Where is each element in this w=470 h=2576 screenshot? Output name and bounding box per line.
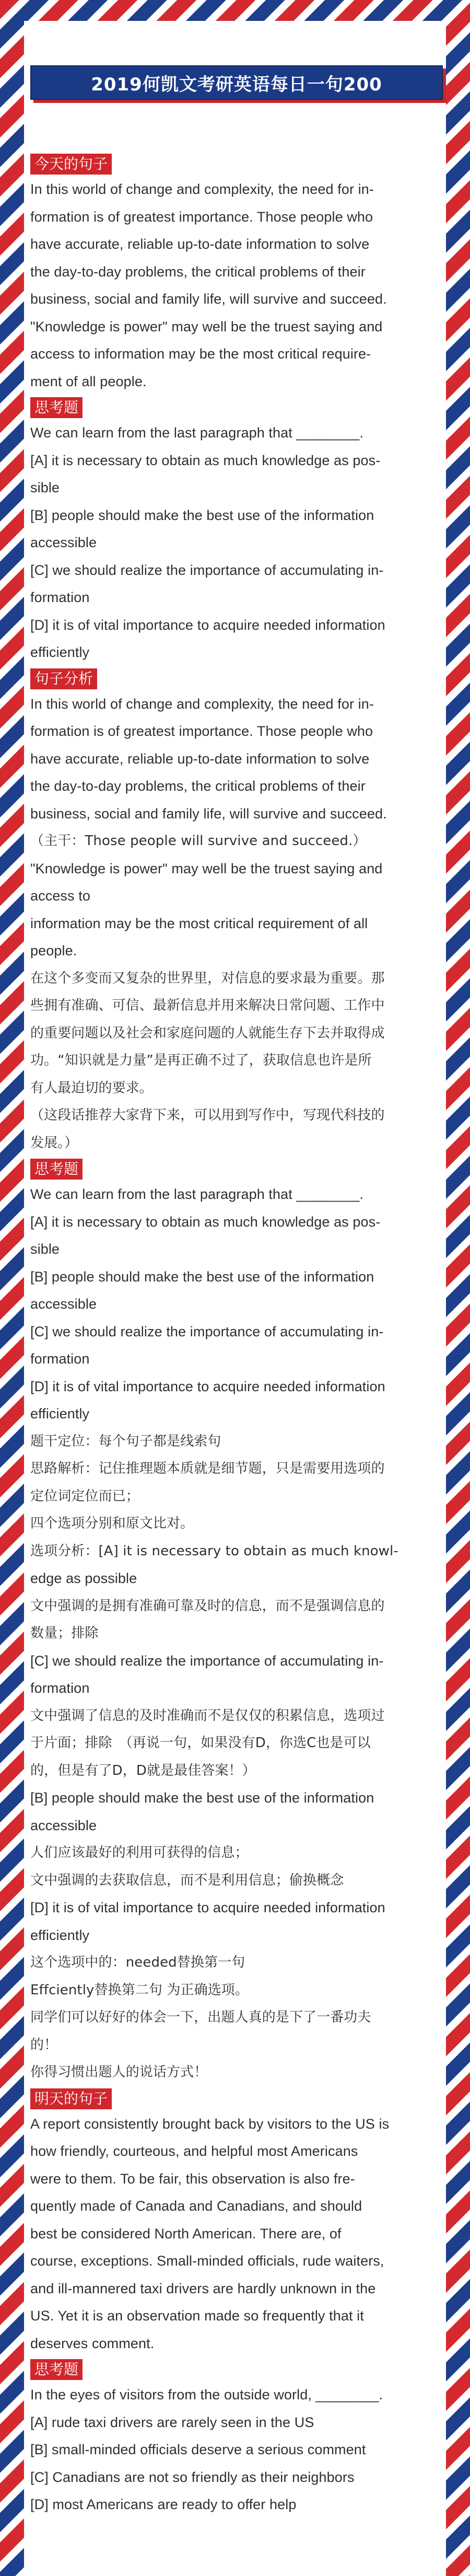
text-line: 发展。）	[30, 1135, 78, 1151]
text-line: ment of all people.	[30, 373, 147, 389]
sentence-analysis	[30, 690, 440, 1157]
text-line: [A] it is necessary to obtain as much knowledge as pos-	[30, 452, 381, 468]
text-line: US. Yet it is an observation made so frequently that it	[30, 2308, 364, 2324]
text-line: information may be the most critical requirement of all	[30, 915, 368, 931]
text-line: 选项分析：[A] it is necessary to obtain as much knowl-	[30, 1543, 398, 1559]
text-line: In the eyes of visitors from the outside world, ________.	[30, 2387, 383, 2402]
text-line: Effciently替换第二句 为正确选项。	[30, 1982, 249, 1998]
text-line: [D] it is of vital importance to acquire needed information	[30, 617, 385, 633]
text-line: have accurate, reliable up-to-date information to solve	[30, 750, 370, 767]
text-line: best be considered North American. There are, of	[30, 2225, 342, 2242]
text-line: 的重要问题以及社会和家庭问题的人就能生存下去并取得成	[30, 1025, 385, 1041]
page-title: 2019何凯文考研英语每日一句200	[91, 74, 382, 95]
text-line: formation is of greatest importance. Those people who	[30, 723, 373, 739]
text-line: We can learn from the last paragraph that ________.	[30, 425, 364, 441]
text-line: [B] people should make the best use of the information	[30, 1268, 374, 1285]
text-line: 文中强调了信息的及时准确而不是仅仅的积累信息，选项过	[30, 1707, 385, 1724]
text-line: "Knowledge is power" may well be the truest saying and	[30, 860, 383, 876]
text-line: the day-to-day problems, the critical problems of their	[30, 778, 366, 794]
text-line: edge as possible	[30, 1570, 137, 1586]
text-line: formation	[30, 1351, 90, 1367]
text-line: [D] it is of vital importance to acquire needed information	[30, 1378, 385, 1394]
text-line: formation is of greatest importance. Those people who	[30, 209, 373, 225]
tomorrow-question	[30, 2381, 440, 2519]
text-line: [B] people should make the best use of the information	[30, 507, 374, 523]
text-line: A report consistently brought back by visitors to the US is	[30, 2116, 390, 2132]
text-line: how friendly, courteous, and helpful most Americans	[30, 2143, 358, 2159]
text-line: [C] we should realize the importance of accumulating in-	[30, 562, 384, 578]
text-line: In this world of change and complexity, the need for in-	[30, 181, 374, 197]
text-line: the day-to-day problems, the critical problems of their	[30, 263, 366, 280]
section-tag-today: 今天的句子	[30, 154, 112, 175]
text-line: 文中强调的去获取信息，而不是利用信息；偷换概念	[30, 1872, 344, 1888]
text-line: （主干：Those people will survive and succeed.）	[30, 833, 367, 849]
text-line: 功。“知识就是力量”是再正确不过了，获取信息也许是所	[30, 1053, 372, 1068]
text-line: [D] most Americans are ready to offer help	[30, 2497, 297, 2512]
text-line: 的！	[30, 2037, 58, 2053]
text-line: accessible	[30, 1817, 97, 1833]
section-tag-think: 思考题	[30, 397, 83, 418]
text-line: efficiently	[30, 644, 90, 660]
text-line: people.	[30, 943, 77, 958]
text-line: 有人最迫切的要求。	[30, 1080, 153, 1096]
tomorrow-sentence	[30, 2110, 440, 2358]
text-line: [A] it is necessary to obtain as much knowledge as pos-	[30, 1214, 381, 1230]
article-body	[30, 152, 440, 2519]
text-line: access to information may be the most critical require-	[30, 346, 371, 362]
think-question	[30, 419, 440, 666]
text-line: accessible	[30, 535, 97, 550]
text-line: access to	[30, 888, 90, 904]
text-line: 四个选项分别和原文比对。	[30, 1516, 194, 1531]
text-line: （这段话推荐大家背下来，可以用到写作中，写现代科技的	[30, 1107, 385, 1123]
text-line: course, exceptions. Small-minded officials, rude waiters,	[30, 2253, 384, 2269]
section-tag-tomorrow: 明天的句子	[30, 2088, 112, 2109]
text-line: "Knowledge is power" may well be the truest saying and	[30, 318, 383, 334]
section-tag-think-2: 思考题	[30, 1159, 83, 1180]
text-line: 同学们可以好好的体会一下，出题人真的是下了一番功夫	[30, 2009, 371, 2025]
text-line: sible	[30, 1241, 60, 1257]
text-line: efficiently	[30, 1927, 90, 1943]
text-line: [B] people should make the best use of the information	[30, 1790, 374, 1806]
text-line: 这个选项中的：needed替换第一句	[30, 1955, 245, 1970]
text-line: 于片面；排除 （再说一句，如果没有D，你选C也是可以	[30, 1735, 371, 1751]
text-line: efficiently	[30, 1406, 90, 1422]
text-line: 思路解析：记住推理题本质就是细节题，只是需要用选项的	[30, 1461, 385, 1476]
text-line: accessible	[30, 1296, 97, 1312]
text-line: 些拥有准确、可信、最新信息并用来解决日常问题、工作中	[30, 998, 385, 1013]
text-line: [C] we should realize the importance of accumulating in-	[30, 1323, 384, 1339]
text-line: 你得习惯出题人的说话方式！	[30, 2064, 208, 2080]
text-line: [C] we should realize the importance of accumulating in-	[30, 1653, 384, 1669]
text-line: sible	[30, 480, 60, 495]
text-line: We can learn from the last paragraph that ________.	[30, 1186, 364, 1202]
text-line: business, social and family life, will survive and succeed.	[30, 291, 387, 307]
text-line: quently made of Canada and Canadians, and should	[30, 2198, 362, 2214]
text-line: 人们应该最好的利用可获得的信息；	[30, 1845, 249, 1861]
today-sentence	[30, 176, 440, 395]
text-line: 在这个多变而又复杂的世界里，对信息的要求最为重要。那	[30, 970, 385, 986]
text-line: formation	[30, 1680, 90, 1696]
text-line: [B] small-minded officials deserve a serious comment	[30, 2442, 366, 2457]
text-line: [C] Canadians are not so friendly as their neighbors	[30, 2469, 355, 2485]
text-line: formation	[30, 590, 90, 605]
think-question-answer	[30, 1181, 440, 2086]
content-card	[24, 21, 446, 2576]
title-banner	[24, 65, 446, 102]
text-line: 的，但是有了D，D就是最佳答案！）	[30, 1762, 256, 1778]
text-line: business, social and family life, will survive and succeed.	[30, 805, 387, 822]
text-line: have accurate, reliable up-to-date information to solve	[30, 236, 370, 252]
text-line: [A] rude taxi drivers are rarely seen in the US	[30, 2414, 314, 2430]
section-tag-think-3: 思考题	[30, 2359, 83, 2380]
section-tag-analysis: 句子分析	[30, 668, 97, 689]
text-line: and ill-mannered taxi drivers are hardly unknown in the	[30, 2280, 376, 2296]
text-line: were to them. To be fair, this observation is also fre-	[30, 2170, 355, 2187]
text-line: 定位词定位而已；	[30, 1488, 139, 1504]
title-bar	[30, 65, 443, 100]
text-line: [D] it is of vital importance to acquire needed information	[30, 1900, 385, 1915]
text-line: 题干定位：每个句子都是线索句	[30, 1433, 221, 1449]
text-line: 文中强调的是拥有准确可靠及时的信息，而不是强调信息的	[30, 1598, 385, 1614]
text-line: In this world of change and complexity, the need for in-	[30, 696, 374, 712]
text-line: 数量；排除	[30, 1625, 99, 1641]
text-line: deserves comment.	[30, 2335, 155, 2351]
